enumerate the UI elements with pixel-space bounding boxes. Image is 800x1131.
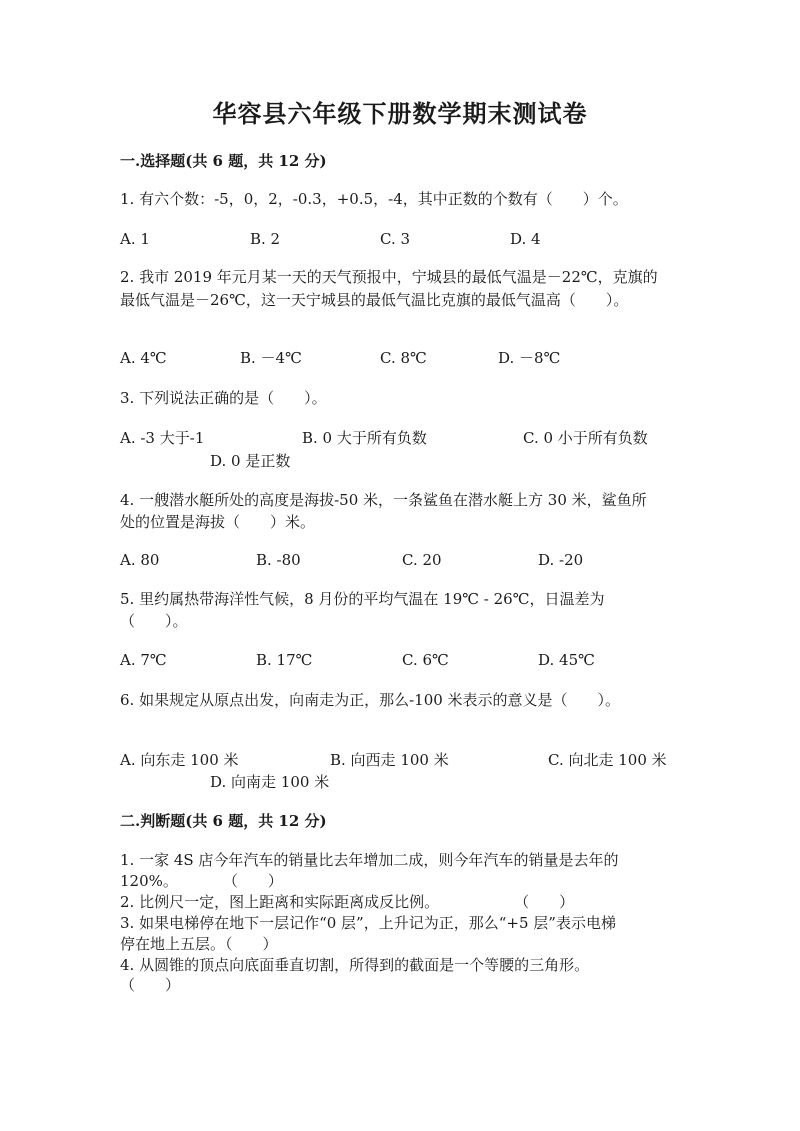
q1-option-c: C. 3: [380, 230, 411, 248]
q3-option-d: D. 0 是正数: [210, 452, 291, 470]
judgment-line-6: 4. 从圆锥的顶点向底面垂直切割，所得到的截面是一个等腰的三角形。: [120, 956, 590, 974]
q2-option-b: B. －4℃: [240, 349, 302, 367]
q3-option-b: B. 0 大于所有负数: [302, 429, 427, 447]
section-heading-judgment: 二.判断题(共 6 题，共 12 分): [120, 812, 327, 830]
judgment-line-1: 1. 一家 4S 店今年汽车的销量比去年增加二成，则今年汽车的销量是去年的: [120, 851, 619, 869]
q1-option-b: B. 2: [250, 230, 281, 248]
q5-option-a: A. 7℃: [120, 651, 167, 669]
question-1-text: 1. 有六个数：-5，0，2，-0.3，+0.5，-4，其中正数的个数有（ ）个。: [120, 190, 628, 208]
judgment-line-5: 停在地上五层。（ ）: [120, 935, 278, 953]
q3-option-c: C. 0 小于所有负数: [523, 429, 648, 447]
q6-option-d: D. 向南走 100 米: [210, 773, 330, 791]
judgment-line-7: （ ）: [120, 976, 181, 994]
q6-option-a: A. 向东走 100 米: [120, 751, 239, 769]
q4-option-a: A. 80: [120, 551, 160, 569]
question-4-line-2: 处的位置是海拔（ ）米。: [120, 513, 316, 531]
q2-option-d: D. －8℃: [498, 349, 561, 367]
judgment-line-2: 120%。 （ ）: [120, 872, 283, 890]
question-5-line-1: 5. 里约属热带海洋性气候，8 月份的平均气温在 19℃ - 26℃，日温差为: [120, 590, 605, 608]
question-5-line-2: （ ）。: [120, 612, 188, 630]
page-title: 华容县六年级下册数学期末测试卷: [212, 99, 588, 128]
question-4-line-1: 4. 一艘潜水艇所处的高度是海拔-50 米，一条鲨鱼在潜水艇上方 30 米，鲨鱼所: [120, 491, 647, 509]
q6-option-c: C. 向北走 100 米: [548, 751, 667, 769]
q5-option-b: B. 17℃: [256, 651, 313, 669]
judgment-line-3: 2. 比例尺一定，图上距离和实际距离成反比例。 （ ）: [120, 893, 575, 911]
question-6-text: 6. 如果规定从原点出发，向南走为正，那么-100 米表示的意义是（ ）。: [120, 691, 621, 709]
q3-option-a: A. -3 大于-1: [120, 429, 205, 447]
q6-option-b: B. 向西走 100 米: [330, 751, 449, 769]
q4-option-b: B. -80: [256, 551, 301, 569]
question-2-line-1: 2. 我市 2019 年元月某一天的天气预报中，宁城县的最低气温是－22℃，克旗的: [120, 268, 658, 286]
q5-option-c: C. 6℃: [402, 651, 449, 669]
q1-option-a: A. 1: [120, 230, 150, 248]
judgment-line-4: 3. 如果电梯停在地下一层记作“0 层”，上升记为正，那么“+5 层”表示电梯: [120, 914, 616, 932]
question-3-text: 3. 下列说法正确的是（ ）。: [120, 389, 327, 407]
q1-option-d: D. 4: [510, 230, 541, 248]
section-heading-choice: 一.选择题(共 6 题，共 12 分): [120, 152, 327, 170]
q2-option-a: A. 4℃: [120, 349, 167, 367]
q4-option-c: C. 20: [402, 551, 442, 569]
q2-option-c: C. 8℃: [380, 349, 427, 367]
q4-option-d: D. -20: [538, 551, 584, 569]
question-2-line-2: 最低气温是－26℃，这一天宁城县的最低气温比克旗的最低气温高（ ）。: [120, 291, 629, 309]
q5-option-d: D. 45℃: [538, 651, 595, 669]
